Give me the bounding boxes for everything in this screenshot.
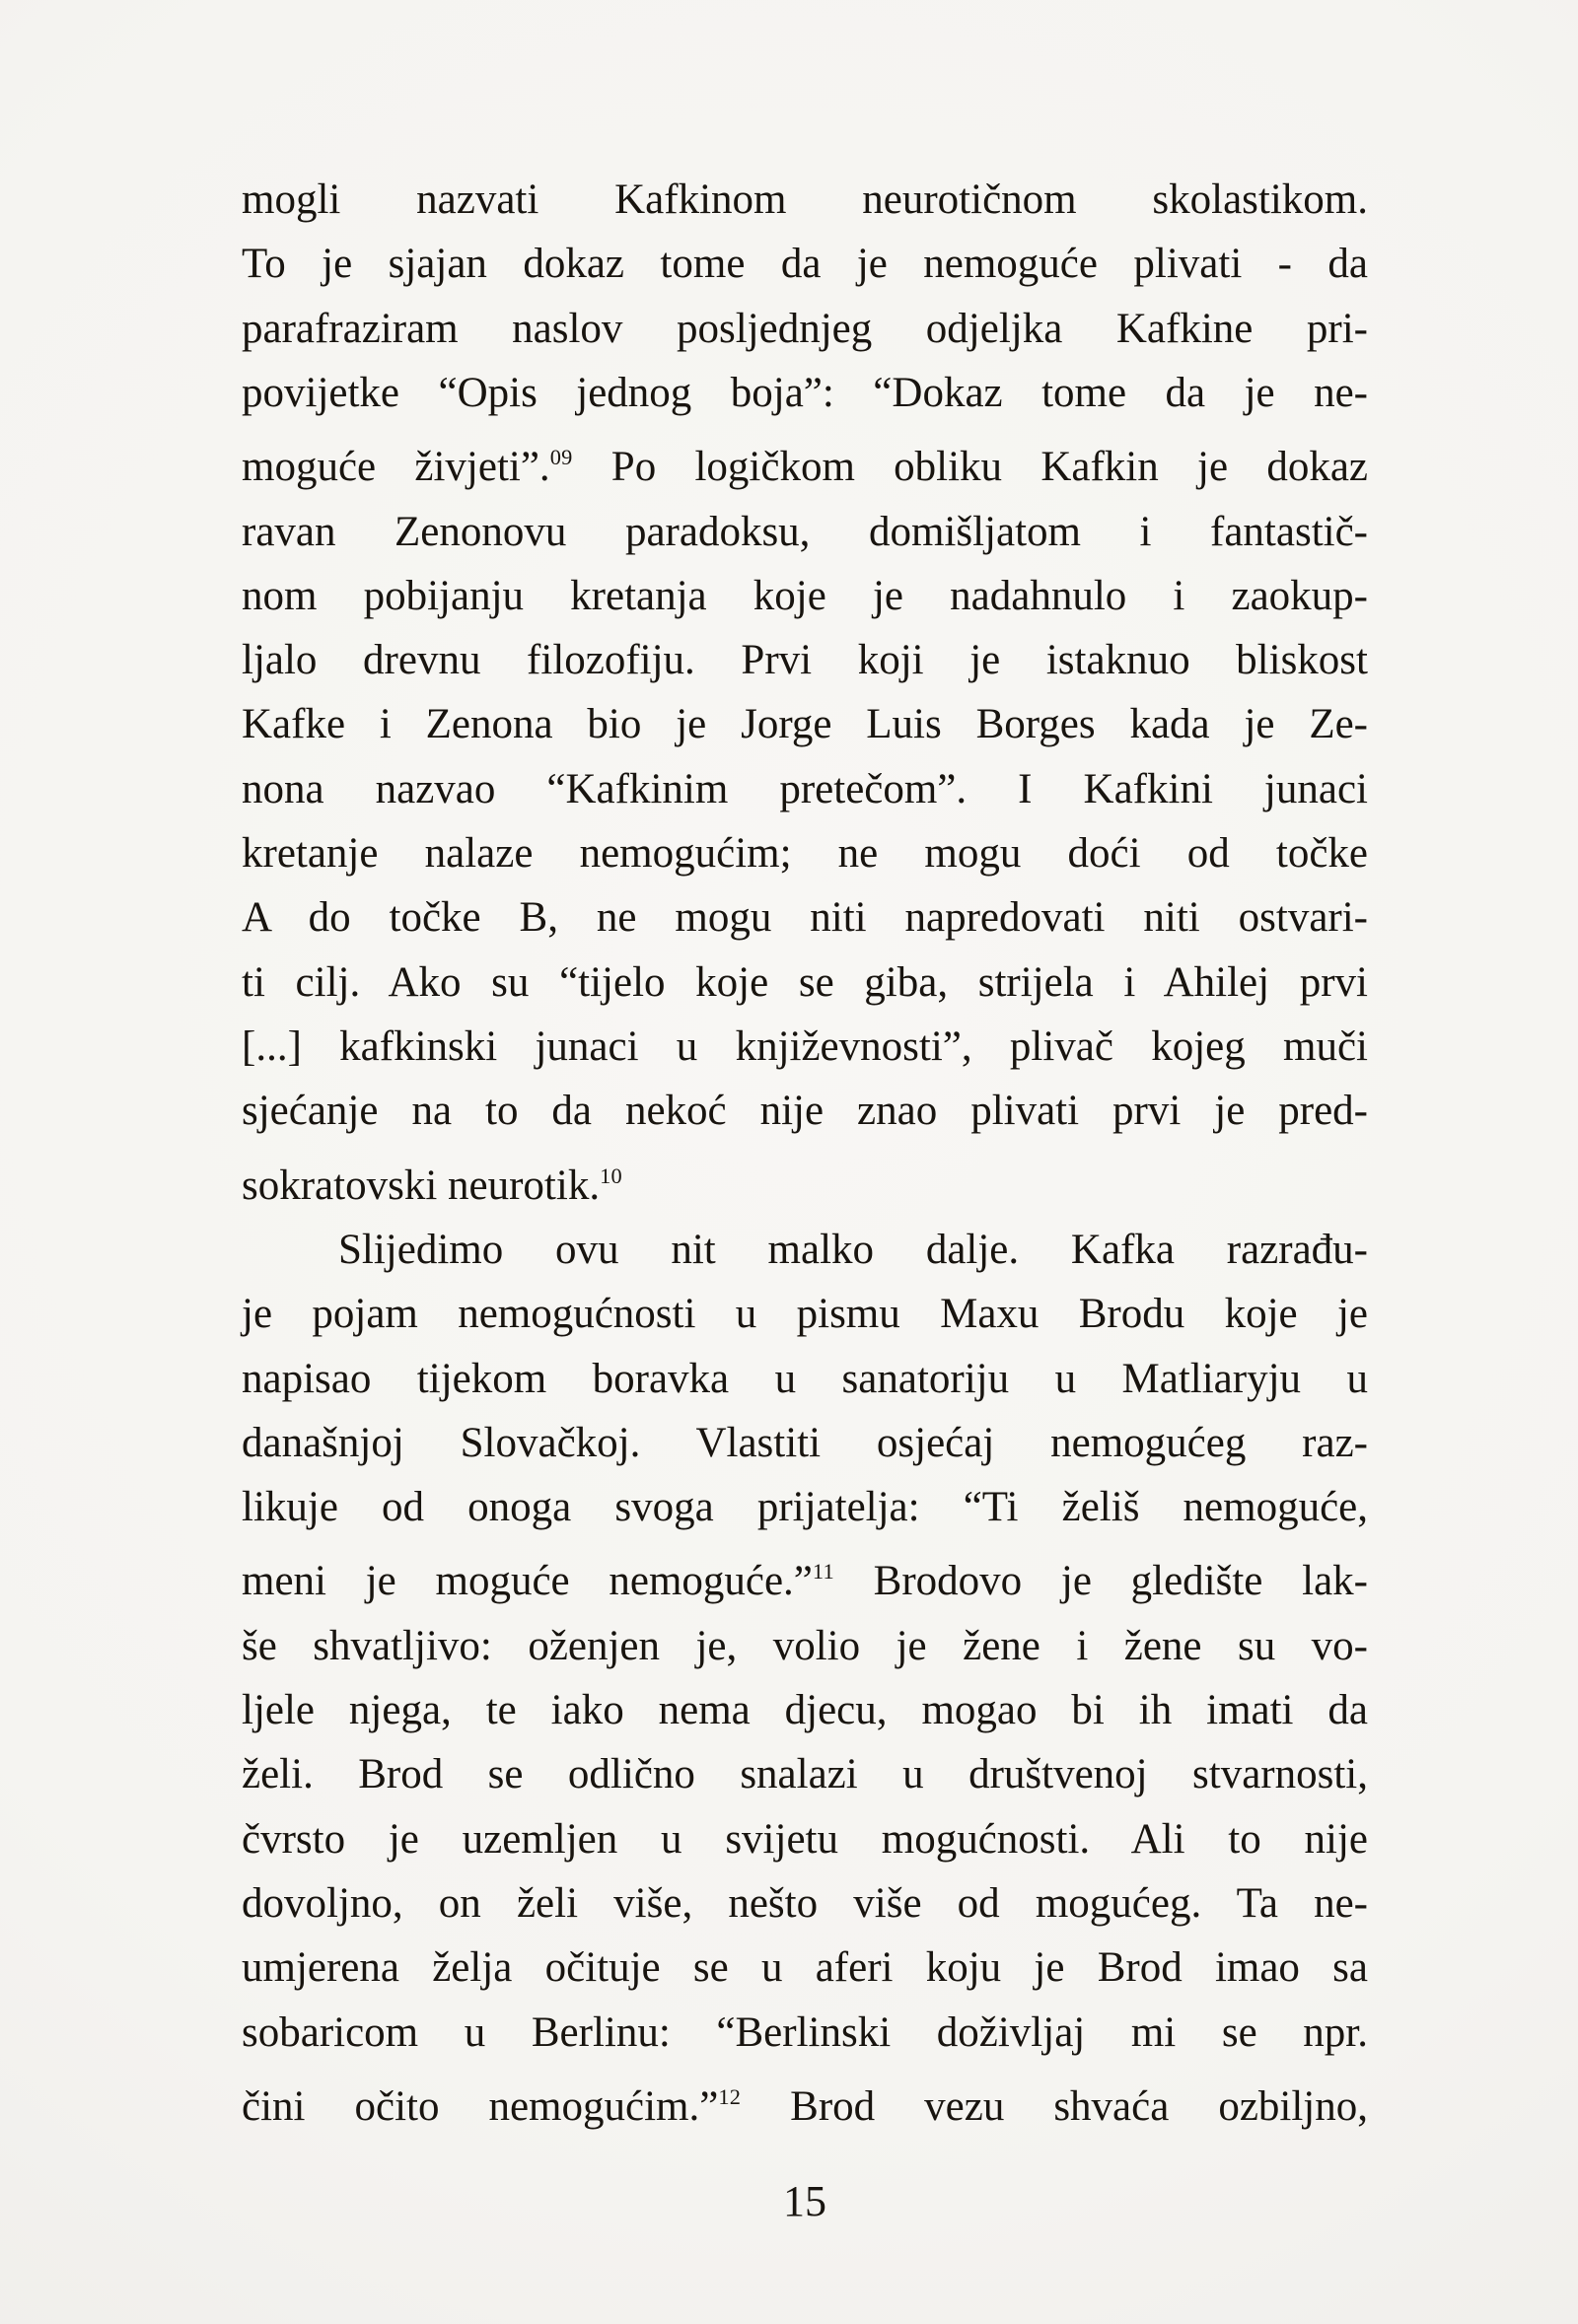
text-segment: želi. Brod se odlično snalazi u društvenoj stvarnosti, xyxy=(242,1751,1368,1798)
text-line xyxy=(242,1936,1368,2000)
text-segment: sjećanje na to da nekoć nije znao plivati prvi je pred- xyxy=(242,1088,1368,1135)
text-line xyxy=(242,1475,1368,1539)
text-segment: ti cilj. Ako su “tijelo koje se giba, strijela i Ahilej prvi xyxy=(242,958,1368,1006)
text-segment: nom pobijanju kretanja koje je nadahnulo i zaokup- xyxy=(242,572,1368,619)
text-line xyxy=(242,564,1368,628)
text-line xyxy=(242,628,1368,692)
text-line xyxy=(242,1079,1368,1143)
text-line xyxy=(242,1742,1368,1806)
text-segment: čvrsto je uzemljen u svijetu mogućnosti. Ali to nije xyxy=(242,1815,1368,1863)
text-line xyxy=(242,425,1368,499)
text-line xyxy=(242,1144,1368,1218)
text-line xyxy=(242,1218,1368,1282)
text-line xyxy=(242,2065,1368,2139)
text-segment: meni je moguće nemoguće.” xyxy=(242,1558,813,1605)
text-segment: ljele njega, te iako nema djecu, mogao bi ih imati da xyxy=(242,1687,1368,1734)
footnote-reference: 10 xyxy=(600,1162,622,1188)
text-segment: likuje od onoga svoga prijatelja: “Ti želiš nemoguće, xyxy=(242,1484,1368,1531)
text-line xyxy=(242,757,1368,821)
text-segment: čini očito nemogućim.” xyxy=(242,2082,719,2130)
text-segment: parafraziram naslov posljednjeg odjeljka Kafkine pri- xyxy=(242,305,1368,352)
text-segment: povijetke “Opis jednog boja”: “Dokaz tome da je ne- xyxy=(242,369,1368,416)
text-segment: sobaricom u Berlinu: “Berlinski doživljaj mi se npr. xyxy=(242,2008,1368,2056)
text-segment: kretanje nalaze nemogućim; ne mogu doći od točke xyxy=(242,830,1368,878)
text-line xyxy=(242,232,1368,296)
text-line xyxy=(242,692,1368,756)
text-segment: Kafke i Zenona bio je Jorge Luis Borges kada je Ze- xyxy=(242,701,1368,748)
text-segment: še shvatljivo: oženjen je, volio je žene i žene su vo- xyxy=(242,1622,1368,1669)
text-line xyxy=(242,821,1368,885)
text-segment: sokratovski neurotik. xyxy=(242,1162,601,1209)
text-line xyxy=(242,1614,1368,1678)
text-segment: mogli nazvati Kafkinom neurotičnom skolastikom. xyxy=(242,176,1368,223)
text-segment: je pojam nemogućnosti u pismu Maxu Brodu koje je xyxy=(242,1291,1368,1338)
text-line xyxy=(242,361,1368,425)
text-line xyxy=(242,951,1368,1015)
text-line xyxy=(242,1807,1368,1871)
footnote-reference: 11 xyxy=(812,1559,834,1585)
footnote-reference: 12 xyxy=(718,2083,742,2109)
text-segment: današnjoj Slovačkoj. Vlastiti osjećaj nemogućeg raz- xyxy=(242,1419,1368,1466)
text-segment: umjerena želja očituje se u aferi koju je Brod imao sa xyxy=(242,1944,1368,1992)
text-line xyxy=(242,1678,1368,1742)
text-line xyxy=(242,168,1368,232)
text-line xyxy=(242,297,1368,361)
text-line xyxy=(242,1347,1368,1411)
text-block xyxy=(242,168,1368,2139)
text-line xyxy=(242,885,1368,950)
text-segment: nona nazvao “Kafkinim pretečom”. I Kafkini junaci xyxy=(242,765,1368,812)
text-line xyxy=(242,1015,1368,1079)
text-segment: Slijedimo ovu nit malko dalje. Kafka razrađu- xyxy=(338,1226,1368,1273)
text-line xyxy=(242,1871,1368,1936)
footnote-reference: 09 xyxy=(549,445,573,470)
text-segment: moguće živjeti”. xyxy=(242,444,550,491)
text-line xyxy=(242,1282,1368,1346)
text-segment: ljalo drevnu filozofiju. Prvi koji je istaknuo bliskost xyxy=(242,637,1368,684)
text-line xyxy=(242,1539,1368,1613)
text-segment: Brod vezu shvaća ozbiljno, xyxy=(741,2082,1368,2130)
text-line xyxy=(242,500,1368,564)
text-segment: Po logičkom obliku Kafkin je dokaz xyxy=(572,444,1368,491)
text-segment: napisao tijekom boravka u sanatoriju u Matliaryju u xyxy=(242,1355,1368,1402)
text-segment: [...] kafkinski junaci u književnosti”, plivač kojeg muči xyxy=(242,1022,1368,1070)
text-line xyxy=(242,1411,1368,1475)
text-line xyxy=(242,2001,1368,2065)
text-segment: dovoljno, on želi više, nešto više od mogućeg. Ta ne- xyxy=(242,1880,1368,1927)
text-segment: Brodovo je gledište lak- xyxy=(833,1558,1368,1605)
page-number: 15 xyxy=(783,2177,826,2225)
text-segment: ravan Zenonovu paradoksu, domišljatom i fantastič- xyxy=(242,508,1368,555)
text-segment: To je sjajan dokaz tome da je nemoguće plivati - da xyxy=(242,241,1368,288)
text-segment: A do točke B, ne mogu niti napredovati niti ostvari- xyxy=(242,894,1368,942)
